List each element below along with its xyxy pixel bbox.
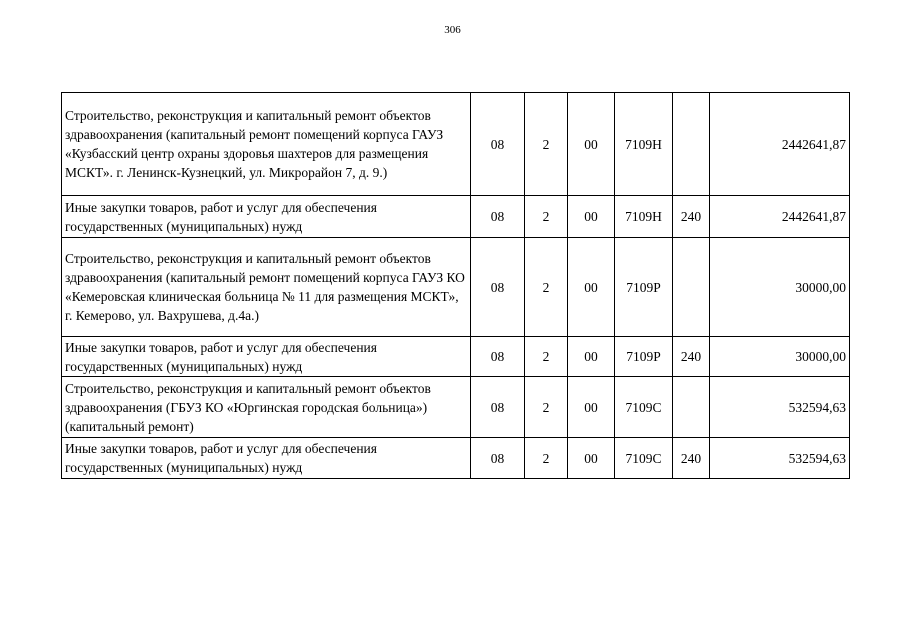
- direction-code: 7109Н: [615, 93, 673, 196]
- amount: 2442641,87: [710, 93, 850, 196]
- expense-type-code: 240: [673, 438, 710, 479]
- amount: 30000,00: [710, 238, 850, 337]
- program-code: 2: [525, 337, 568, 377]
- program-code: 2: [525, 438, 568, 479]
- expense-type-code: [673, 93, 710, 196]
- row-description: Строительство, реконструкция и капитальный ремонт объектов здравоохранения (капитальный ремонт помещений корпуса ГАУЗ «Кузбасский центр охраны здоровья шахтеров для размещения МСКТ». г. Ленинск-Кузнецкий, ул. Микрорайон 7, д. 9.): [62, 93, 471, 196]
- subprogram-code: 00: [568, 93, 615, 196]
- amount: 532594,63: [710, 377, 850, 438]
- section-code: 08: [471, 438, 525, 479]
- program-code: 2: [525, 93, 568, 196]
- expense-type-code: [673, 238, 710, 337]
- amount: 2442641,87: [710, 196, 850, 238]
- table-row: [62, 377, 850, 438]
- expense-type-code: [673, 377, 710, 438]
- direction-code: 7109Н: [615, 196, 673, 238]
- row-description: Строительство, реконструкция и капитальный ремонт объектов здравоохранения (капитальный ремонт помещений корпуса ГАУЗ КО «Кемеровская клиническая больница № 11 для размещения МСКТ», г. Кемерово, ул. Вахрушева, д.4а.): [62, 238, 471, 337]
- direction-code: 7109Р: [615, 337, 673, 377]
- section-code: 08: [471, 337, 525, 377]
- section-code: 08: [471, 93, 525, 196]
- table-row: [62, 337, 850, 377]
- row-description: Строительство, реконструкция и капитальный ремонт объектов здравоохранения (ГБУЗ КО «Юргинская городская больница») (капитальный ремонт): [62, 377, 471, 438]
- table-row: [62, 438, 850, 479]
- row-description: Иные закупки товаров, работ и услуг для обеспечения государственных (муниципальных) нужд: [62, 196, 471, 238]
- row-description: Иные закупки товаров, работ и услуг для обеспечения государственных (муниципальных) нужд: [62, 438, 471, 479]
- direction-code: 7109Р: [615, 238, 673, 337]
- direction-code: 7109С: [615, 438, 673, 479]
- table-row: [62, 196, 850, 238]
- subprogram-code: 00: [568, 438, 615, 479]
- expense-type-code: 240: [673, 196, 710, 238]
- section-code: 08: [471, 377, 525, 438]
- program-code: 2: [525, 238, 568, 337]
- budget-table: [61, 92, 850, 479]
- section-code: 08: [471, 196, 525, 238]
- program-code: 2: [525, 196, 568, 238]
- subprogram-code: 00: [568, 238, 615, 337]
- subprogram-code: 00: [568, 196, 615, 238]
- row-description: Иные закупки товаров, работ и услуг для обеспечения государственных (муниципальных) нужд: [62, 337, 471, 377]
- page-number: 306: [444, 24, 461, 36]
- direction-code: 7109С: [615, 377, 673, 438]
- expense-type-code: 240: [673, 337, 710, 377]
- table-row: [62, 238, 850, 337]
- section-code: 08: [471, 238, 525, 337]
- program-code: 2: [525, 377, 568, 438]
- subprogram-code: 00: [568, 337, 615, 377]
- subprogram-code: 00: [568, 377, 615, 438]
- amount: 532594,63: [710, 438, 850, 479]
- amount: 30000,00: [710, 337, 850, 377]
- table-row: [62, 93, 850, 196]
